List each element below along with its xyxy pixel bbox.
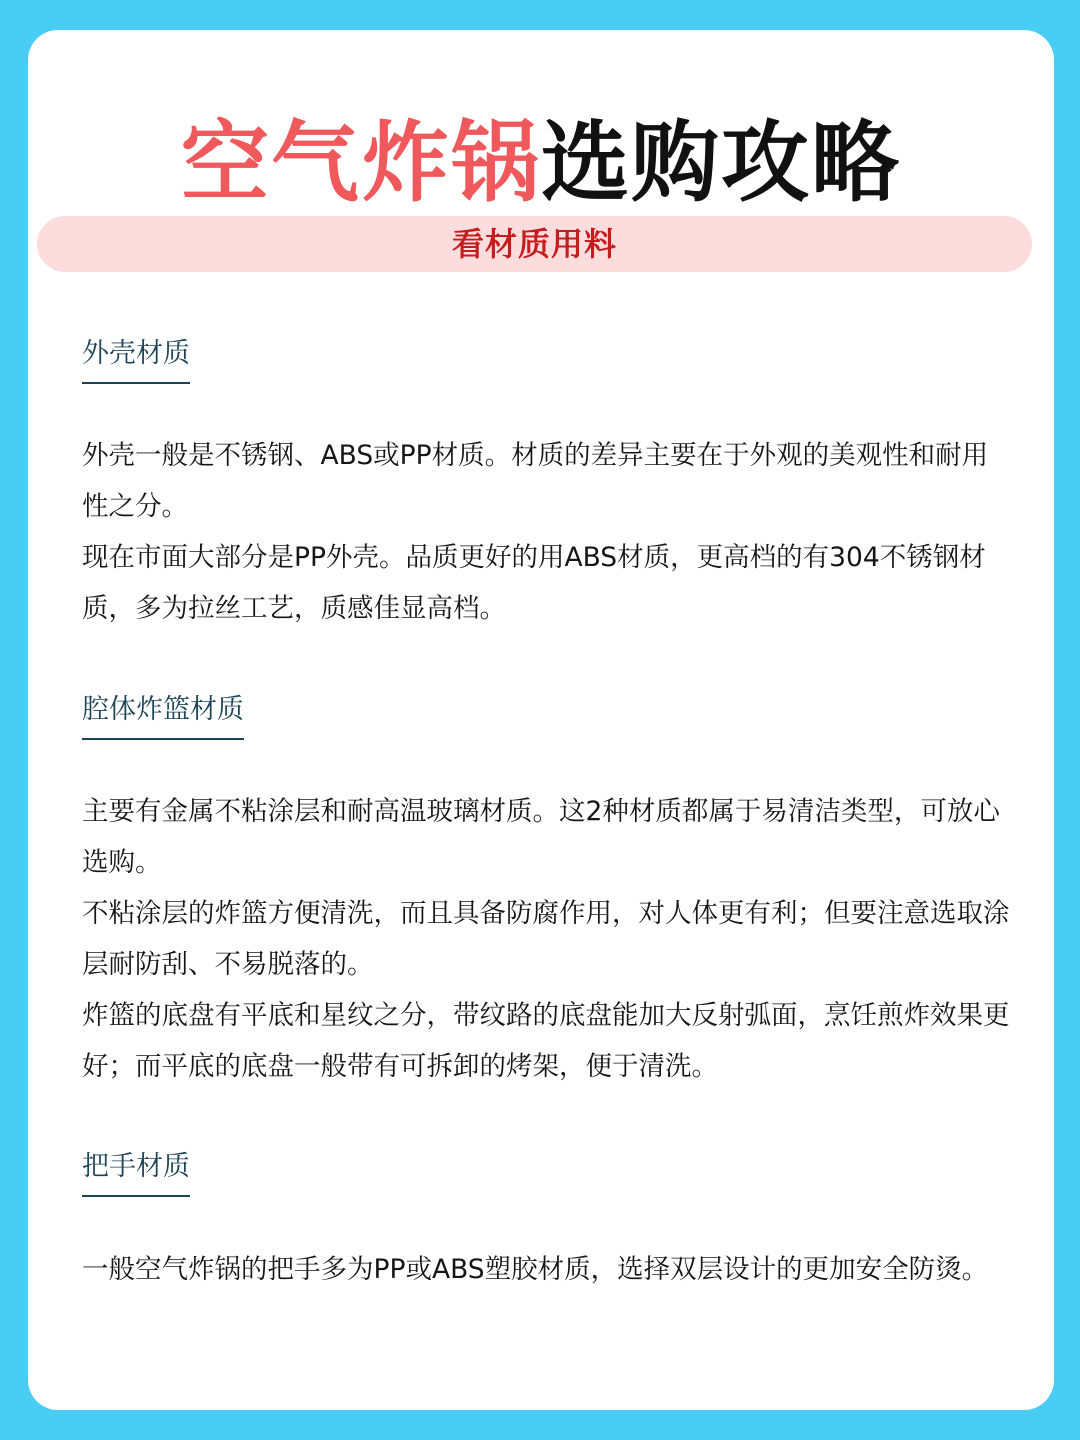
paragraph: 主要有金属不粘涂层和耐高温玻璃材质。这2种材质都属于易清洁类型，可放心选购。 bbox=[82, 796, 1000, 878]
section-body-basket bbox=[82, 786, 1012, 1092]
section-heading-shell: 外壳材质 bbox=[82, 334, 190, 384]
page-title bbox=[28, 108, 1054, 218]
paragraph: 一般空气炸锅的把手多为PP或ABS塑胶材质，选择双层设计的更加安全防烫。 bbox=[82, 1254, 989, 1285]
paragraph: 不粘涂层的炸篮方便清洗，而且具备防腐作用，对人体更有利；但要注意选取涂层耐防刮、不易脱落的。 bbox=[82, 898, 1010, 980]
content-card bbox=[28, 30, 1054, 1410]
paragraph: 炸篮的底盘有平底和星纹之分，带纹路的底盘能加大反射弧面，烹饪煎炸效果更好；而平底的底盘一般带有可拆卸的烤架，便于清洗。 bbox=[82, 1000, 1010, 1082]
paragraph: 现在市面大部分是PP外壳。品质更好的用ABS材质，更高档的有304不锈钢材质，多为拉丝工艺，质感佳显高档。 bbox=[82, 542, 986, 624]
section-heading-handle: 把手材质 bbox=[82, 1147, 190, 1197]
section-body-handle bbox=[82, 1244, 1012, 1295]
section-banner: 看材质用料 bbox=[37, 216, 1032, 272]
section-heading-basket: 腔体炸篮材质 bbox=[82, 690, 244, 740]
title-rest: 选购攻略 bbox=[541, 111, 902, 214]
title-highlight: 空气炸锅 bbox=[180, 111, 541, 214]
section-body-shell bbox=[82, 430, 1012, 634]
paragraph: 外壳一般是不锈钢、ABS或PP材质。材质的差异主要在于外观的美观性和耐用性之分。 bbox=[82, 440, 989, 522]
